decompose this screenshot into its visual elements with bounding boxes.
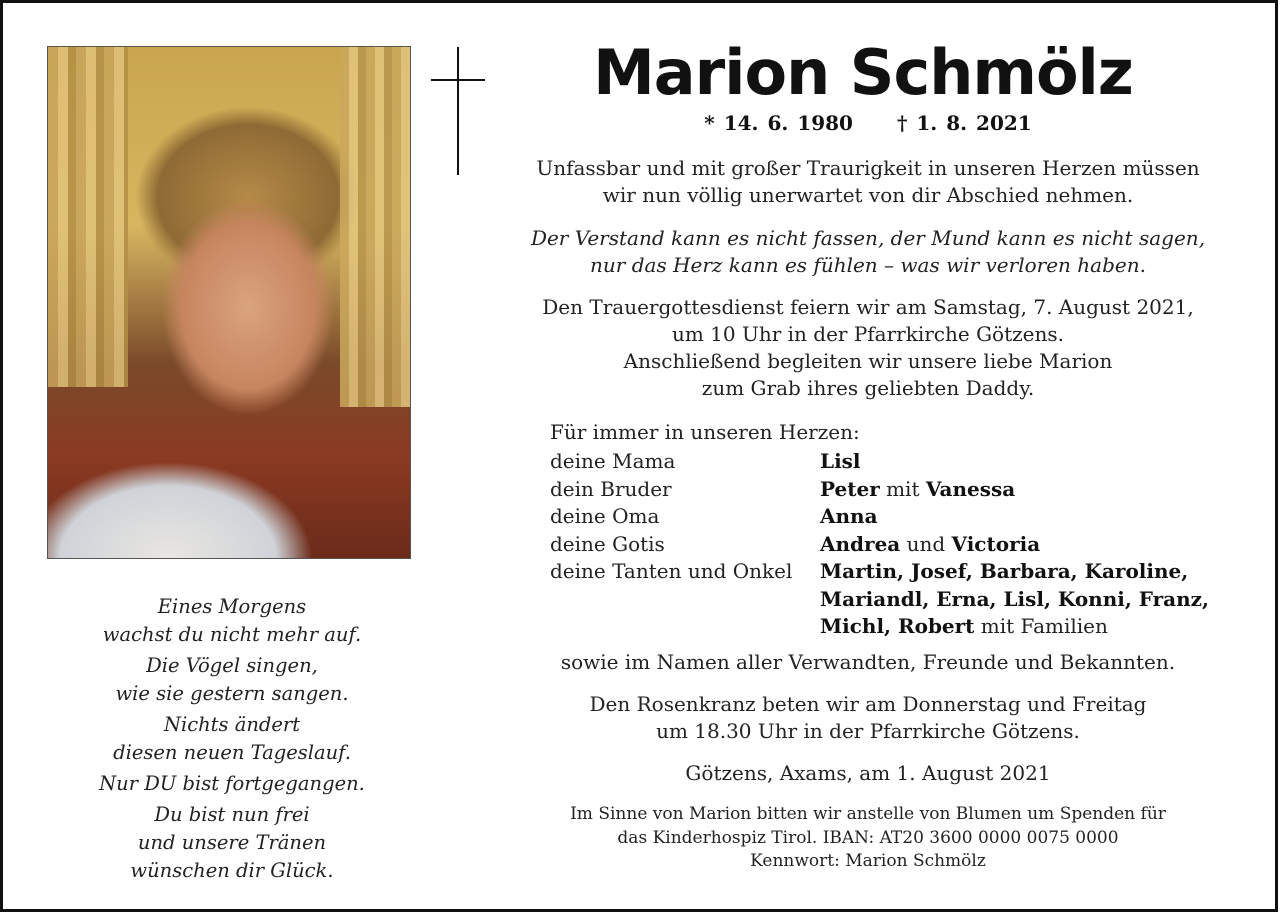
poem-line: und unsere Tränen xyxy=(137,831,327,854)
mourner-row xyxy=(550,448,1209,476)
mourner-names: Lisl xyxy=(820,449,861,473)
mourner-row xyxy=(550,586,1209,614)
poem-line: wie sie gestern sangen. xyxy=(115,682,349,705)
service-text: Den Trauergottesdienst feiern wir am Samstag, 7. August 2021, um 10 Uhr in der Pfarrkirche Götzens. Anschließend begleiten wir unsere liebe Marion zum Grab ihres geliebten Daddy. xyxy=(542,295,1194,400)
poem-line: Du bist nun frei xyxy=(154,803,310,826)
mourner-relation: deine Tanten und Onkel xyxy=(550,559,793,583)
mourner-names: Martin, Josef, Barbara, Karoline, xyxy=(820,559,1189,583)
cross-icon xyxy=(431,47,485,175)
relatives-text: sowie im Namen aller Verwandten, Freunde und Bekannten. xyxy=(560,650,1176,674)
poem-line: wünschen dir Glück. xyxy=(130,859,334,882)
mourner-relation: deine Mama xyxy=(550,449,676,473)
mourner-row xyxy=(550,503,1209,531)
poem-line: wachst du nicht mehr auf. xyxy=(102,623,362,646)
poem-line: Eines Morgens xyxy=(157,595,307,618)
life-dates xyxy=(663,111,1073,135)
place-date: Götzens, Axams, am 1. August 2021 xyxy=(685,761,1051,785)
poem-line: diesen neuen Tageslauf. xyxy=(113,741,351,764)
mourner-names: Peter mit Vanessa xyxy=(820,476,1016,501)
poem-line: Nur DU bist fortgegangen. xyxy=(99,772,365,795)
birth-date: * 14. 6. 1980 xyxy=(704,111,853,135)
poem-line: Die Vögel singen, xyxy=(146,654,318,677)
mourners-list xyxy=(550,448,1209,641)
poem xyxy=(47,593,417,885)
poem-line: Nichts ändert xyxy=(163,713,301,736)
mourner-relation: deine Oma xyxy=(550,504,660,528)
mourner-relation: dein Bruder xyxy=(550,476,672,501)
mourner-row xyxy=(550,613,1209,641)
death-date: † 1. 8. 2021 xyxy=(896,111,1032,135)
mourner-relation xyxy=(550,613,820,641)
portrait-photo xyxy=(47,46,411,559)
deceased-name: Marion Schmölz xyxy=(593,36,1133,109)
quote-text: Der Verstand kann es nicht fassen, der Mund kann es nicht sagen, nur das Herz kann es fühlen – was wir verloren haben. xyxy=(530,226,1206,277)
mourner-relation xyxy=(550,586,820,614)
forever-heading: Für immer in unseren Herzen: xyxy=(550,420,860,444)
mourner-names: Anna xyxy=(820,504,878,528)
mourner-names: Michl, Robert mit Familien xyxy=(820,614,1108,638)
mourner-names: Mariandl, Erna, Lisl, Konni, Franz, xyxy=(820,586,1209,611)
mourner-row xyxy=(550,531,1209,559)
donation-text: Im Sinne von Marion bitten wir anstelle von Blumen um Spenden für das Kinderhospiz Tirol. IBAN: AT20 3600 0000 0075 0000 Kennwort: Marion Schmölz xyxy=(570,804,1166,871)
mourner-names: Andrea und Victoria xyxy=(820,531,1041,556)
mourner-relation: deine Gotis xyxy=(550,531,665,556)
intro-text: Unfassbar und mit großer Traurigkeit in unseren Herzen müssen wir nun völlig unerwartet von dir Abschied nehmen. xyxy=(536,156,1200,207)
mourner-row xyxy=(550,558,1209,586)
rosary-text: Den Rosenkranz beten wir am Donnerstag und Freitag um 18.30 Uhr in der Pfarrkirche Götzens. xyxy=(589,692,1147,743)
mourner-row xyxy=(550,476,1209,504)
